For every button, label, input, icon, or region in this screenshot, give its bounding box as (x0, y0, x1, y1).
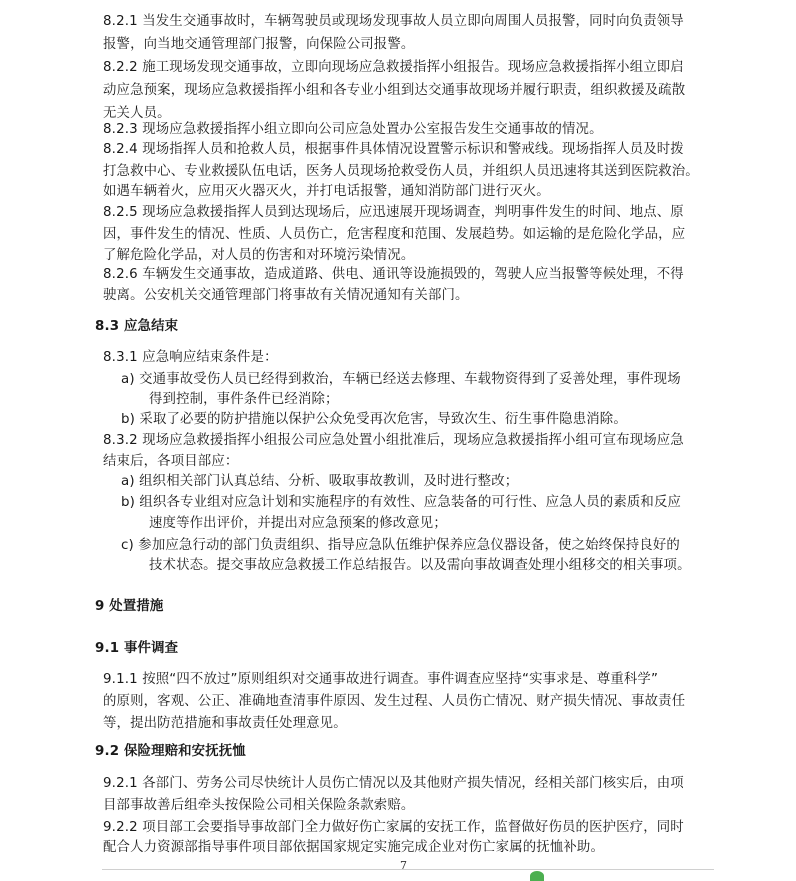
text-line: 8.3.2 现场应急救援指挥小组报公司应急处置小组批准后，现场应急救援指挥小组可宣布现场应急 (103, 433, 684, 448)
text-line: 8.2.5 现场应急救援指挥人员到达现场后，应迅速展开现场调查，判明事件发生的时间、地点、原 (103, 205, 684, 220)
text-line: 驶离。公安机关交通管理部门将事故有关情况通知有关部门。 (103, 288, 469, 303)
text-line: 因，事件发生的情况、性质、人员伤亡，危害程度和范围、发展趋势。如运输的是危险化学品，应 (103, 227, 686, 242)
text-line: 9.1.1 按照“四不放过”原则组织对交通事故进行调查。事件调查应坚持“实事求是、尊重科学” (103, 672, 659, 687)
page-number: 7 (400, 859, 407, 872)
text-line: 报警，向当地交通管理部门报警，向保险公司报警。 (103, 37, 415, 52)
text-line: 如遇车辆着火，应用灭火器灭火，并打电话报警，通知消防部门进行灭火。 (103, 184, 550, 199)
text-line: 的原则，客观、公正、准确地查清事件原因、发生过程、人员伤亡情况、财产损失情况、事故责任 (103, 694, 686, 709)
section-heading-9-1: 9.1 事件调查 (95, 641, 179, 656)
text-line: 8.2.1 当发生交通事故时，车辆驾驶员或现场发现事故人员立即向周围人员报警，同时向负责领导 (103, 14, 684, 29)
list-item-a: a) 组织相关部门认真总结、分析、吸取事故教训，及时进行整改； (121, 474, 519, 489)
text-line: 动应急预案，现场应急救援指挥小组和各专业小组到达交通事故现场并履行职责，组织救援及疏散 (103, 83, 686, 98)
text-line: 无关人员。 (103, 106, 171, 121)
text-line: 8.3.1 应急响应结束条件是： (103, 350, 278, 365)
text-line: 8.2.4 现场指挥人员和抢救人员，根据事件具体情况设置警示标识和警戒线。现场指挥人员及时拨 (103, 142, 684, 157)
text-line: 8.2.2 施工现场发现交通事故，立即向现场应急救援指挥小组报告。现场应急救援指挥小组立即启 (103, 60, 684, 75)
text-line: 配合人力资源部指导事件项目部依据国家规定实施完成企业对伤亡家属的抚恤补助。 (103, 840, 605, 855)
section-heading-9-2: 9.2 保险理赔和安抚抚恤 (95, 744, 246, 759)
text-line: 了解危险化学品，对人员的伤害和对环境污染情况。 (103, 248, 415, 263)
text-line: 9.2.1 各部门、劳务公司尽快统计人员伤亡情况以及其他财产损失情况，经相关部门核实后，由项 (103, 776, 684, 791)
list-item-a: a) 交通事故受伤人员已经得到救治，车辆已经送去修理、车载物资得到了妥善处理，事件现场 (121, 372, 681, 387)
text-line: 结束后，各项目部应： (103, 454, 239, 469)
text-line: 打急救中心、专业救援队伍电话，医务人员现场抢救受伤人员，并组织人员迅速将其送到医院救治。 (103, 164, 699, 179)
text-line: 速度等作出评价，并提出对应急预案的修改意见； (149, 516, 447, 531)
text-line: 等，提出防范措施和事故责任处理意见。 (103, 716, 347, 731)
section-heading-8-3: 8.3 应急结束 (95, 319, 179, 334)
footer-divider (102, 869, 714, 870)
text-line: 得到控制，事件条件已经消除； (149, 392, 339, 407)
text-line: 技术状态。提交事故应急救援工作总结报告。以及需向事故调查处理小组移交的相关事项。 (149, 558, 691, 573)
text-line: 8.2.6 车辆发生交通事故，造成道路、供电、通讯等设施损毁的，驾驶人应当报警等候处理，不得 (103, 267, 684, 282)
list-item-b: b) 采取了必要的防护措施以保护公众免受再次危害，导致次生、衍生事件隐患消除。 (121, 412, 627, 427)
cursor-marker-icon (530, 871, 544, 881)
list-item-c: c) 参加应急行动的部门负责组织、指导应急队伍维护保养应急仪器设备，使之始终保持良好的 (121, 538, 680, 553)
text-line: 8.2.3 现场应急救援指挥小组立即向公司应急处置办公室报告发生交通事故的情况。 (103, 122, 603, 137)
text-line: 目部事故善后组牵头按保险公司相关保险条款索赔。 (103, 798, 415, 813)
list-item-b: b) 组织各专业组对应急计划和实施程序的有效性、应急装备的可行性、应急人员的素质和反应 (121, 495, 682, 510)
chapter-heading-9: 9 处置措施 (95, 599, 164, 614)
text-line: 9.2.2 项目部工会要指导事故部门全力做好伤亡家属的安抚工作，监督做好伤员的医护医疗，同时 (103, 820, 684, 835)
